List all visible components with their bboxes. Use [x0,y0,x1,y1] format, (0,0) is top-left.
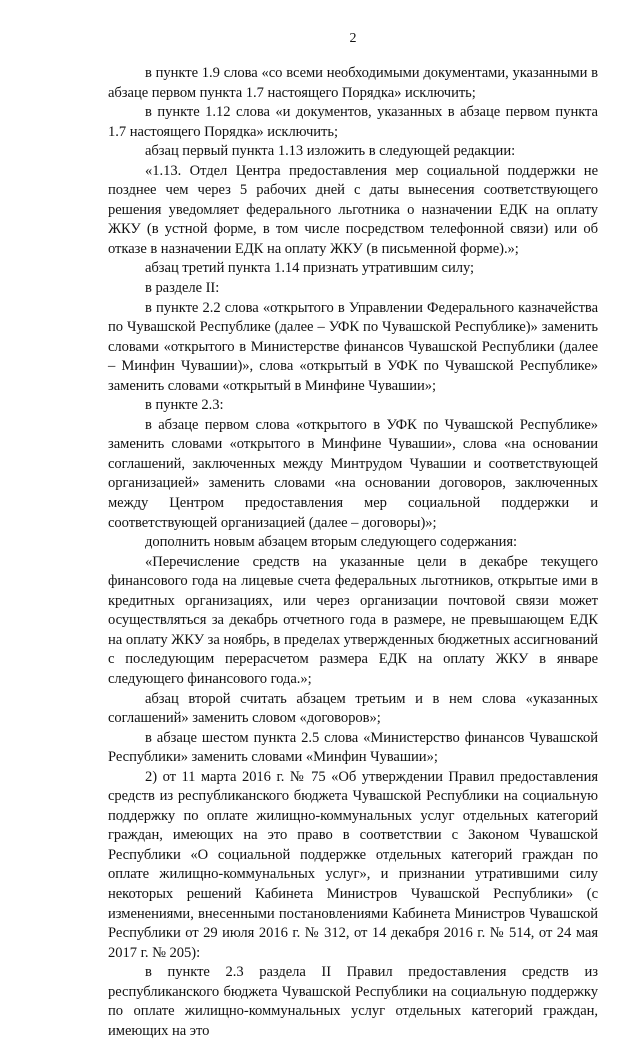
paragraph: в пункте 2.3: [145,397,224,414]
paragraph: «1.13. Отдел Центра предоставления мер социальной поддержки не позднее чем через 5 рабочих дней с даты вынесения соответствующего решения уведомляет федерального льготника о назначении ЕДК на оплату ЖКУ (в устной форме, в том числе посредством телефонной связи) или об отказе в назначении ЕДК на оплату ЖКУ (в письменной форме).»; [108,162,598,257]
paragraph: в разделе II: [145,280,220,297]
paragraph: в абзаце первом слова «открытого в УФК по Чувашской Республике» заменить словами «открытого в Минфине Чувашии», слова «на основании соглашений, заключенных между Минтрудом Чувашии и соответствующей организацией» заменить словами «на основании договоров, заключенных между Центром предоставления мер социальной поддержки и соответствующей организацией (далее – договоры)»; [108,416,598,531]
paragraph: абзац первый пункта 1.13 изложить в следующей редакции: [145,143,516,160]
page-number: 2 [349,31,357,46]
paragraph: «Перечисление средств на указанные цели в декабре текущего финансового года на лицевые счета федеральных льготников, открытые ими в кредитных организациях, или через организации почтовой связи может осуществляться за декабрь отчетного года в размере, не превышающем ЕДК на оплату ЖКУ за ноябрь, в пределах утвержденных бюджетных ассигнований с последующим перерасчетом размера ЕДК на оплату ЖКУ в январе следующего финансового года.»; [108,553,598,687]
paragraph: в абзаце шестом пункта 2.5 слова «Министерство финансов Чувашской Республики» заменить словами «Минфин Чувашии»; [108,729,598,766]
paragraph: в пункте 1.12 слова «и документов, указанных в абзаце первом пункта 1.7 настоящего Порядка» исключить; [108,104,598,140]
paragraph: абзац третий пункта 1.14 признать утратившим силу; [145,260,475,277]
paragraph: 2) от 11 марта 2016 г. № 75 «Об утверждении Правил предоставления средств из республиканского бюджета Чувашской Республики на социальную поддержку по оплате жилищно-коммунальных услуг отдельных категорий граждан, имеющих на это право в соответствии с Законом Чувашской Республики «О социальной поддержке отдельных категорий граждан по оплате жилищно-коммунальных услуг», и признании утратившими силу некоторых решений Кабинета Министров Чувашской Республики» (с изменениями, внесенными постановлениями Кабинета Министров Чувашской Республики от 29 июля 2016 г. № 312, от 14 декабря 2016 г. № 514, от 24 мая 2017 г. № 205): [108,768,598,961]
paragraph: дополнить новым абзацем вторым следующего содержания: [145,534,518,551]
paragraph: в пункте 2.3 раздела II Правил предоставления средств из республиканского бюджета Чувашской Республики на социальную поддержку по оплате жилищно-коммунальных услуг отдельных категорий граждан, имеющих на это [108,964,598,1039]
paragraph: в пункте 1.9 слова «со всеми необходимыми документами, указанными в абзаце первом пункта 1.7 настоящего Порядка» исключить; [108,65,598,101]
paragraph: в пункте 2.2 слова «открытого в Управлении Федерального казначейства по Чувашской Республике (далее – УФК по Чувашской Республике)» заменить словами «открытого в Министерстве финансов Чувашской Республики (далее – Минфин Чувашии)», слова «открытый в УФК по Чувашской Республике» заменить словами «открытый в Минфине Чувашии»; [108,299,598,394]
paragraph: абзац второй считать абзацем третьим и в нем слова «указанных соглашений» заменить словом «договоров»; [108,690,598,727]
